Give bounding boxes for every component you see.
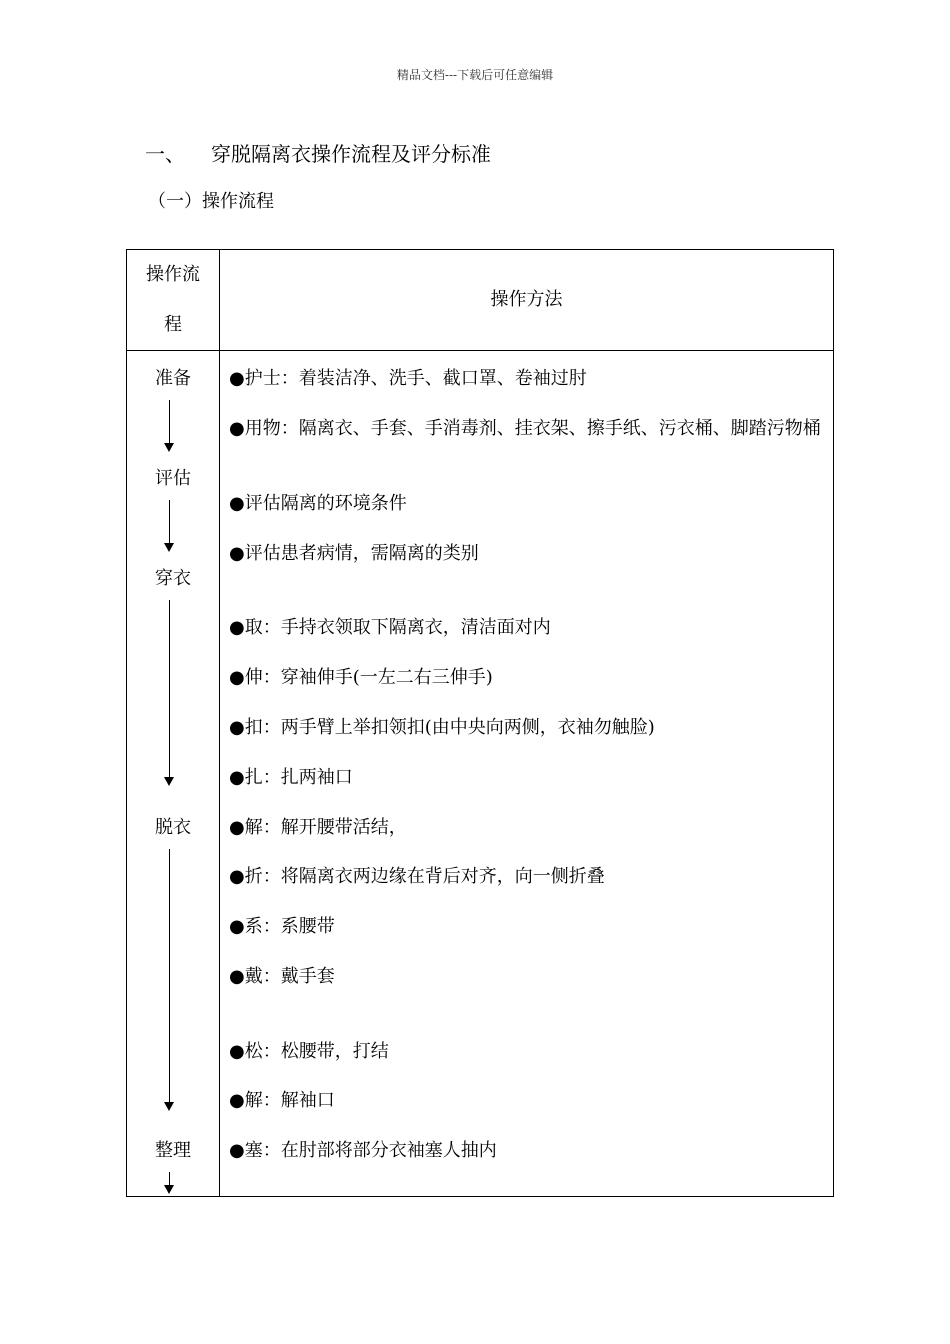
- method-item: ●折：将隔离衣两边缘在背后对齐，向一侧折叠: [229, 866, 605, 887]
- method-item: ●取：手持衣领取下隔离衣，清洁面对内: [229, 617, 551, 638]
- method-item: ●松：松腰带，打结: [229, 1041, 389, 1062]
- page-header-note: 精品文档---下载后可任意编辑: [396, 68, 554, 82]
- method-item: ●系：系腰带: [229, 916, 335, 937]
- arrow-down-icon: [169, 500, 171, 552]
- step-tidy: 整理: [155, 1140, 191, 1161]
- step-put-on: 穿衣: [155, 568, 191, 589]
- col-header-process-line1: 操作流: [146, 264, 200, 285]
- method-item: ●伸：穿袖伸手(一左二右三伸手): [229, 667, 493, 688]
- section-title-text: 穿脱隔离衣操作流程及评分标准: [211, 142, 491, 166]
- step-take-off: 脱衣: [155, 817, 191, 838]
- procedure-table: [126, 249, 834, 1197]
- method-item: ●塞：在肘部将部分衣袖塞人抽内: [229, 1140, 497, 1161]
- arrow-down-icon: [169, 600, 171, 786]
- step-assess: 评估: [155, 468, 191, 489]
- col-header-process-line2: 程: [164, 314, 182, 335]
- method-item: ●解：解开腰带活结，: [229, 817, 407, 838]
- column-divider: [219, 250, 220, 1196]
- step-prepare: 准备: [155, 368, 191, 389]
- method-item: ●评估隔离的环境条件: [229, 493, 407, 514]
- method-item: ●评估患者病情，需隔离的类别: [229, 543, 479, 564]
- method-item: ●用物：隔离衣、手套、手消毒剂、挂衣架、擦手纸、污衣桶、脚踏污物桶: [229, 418, 821, 439]
- col-header-method: 操作方法: [490, 289, 563, 310]
- arrow-down-icon: [169, 400, 171, 452]
- arrow-down-icon: [169, 849, 171, 1111]
- col-header-process: [127, 250, 219, 350]
- section-number: 一、: [145, 142, 185, 166]
- method-item: ●护士：着装洁净、洗手、截口罩、卷袖过肘: [229, 368, 587, 389]
- section-title: [145, 138, 491, 167]
- header-divider: [127, 350, 833, 351]
- method-item: ●扣：两手臂上举扣领扣(由中央向两侧，衣袖勿触脸): [229, 717, 655, 738]
- method-item: ●戴：戴手套: [229, 966, 335, 987]
- method-item: ●扎：扎两袖口: [229, 767, 353, 788]
- method-item: ●解：解袖口: [229, 1090, 335, 1111]
- arrow-down-icon: [169, 1172, 171, 1194]
- subsection-title: （一）操作流程: [148, 191, 274, 212]
